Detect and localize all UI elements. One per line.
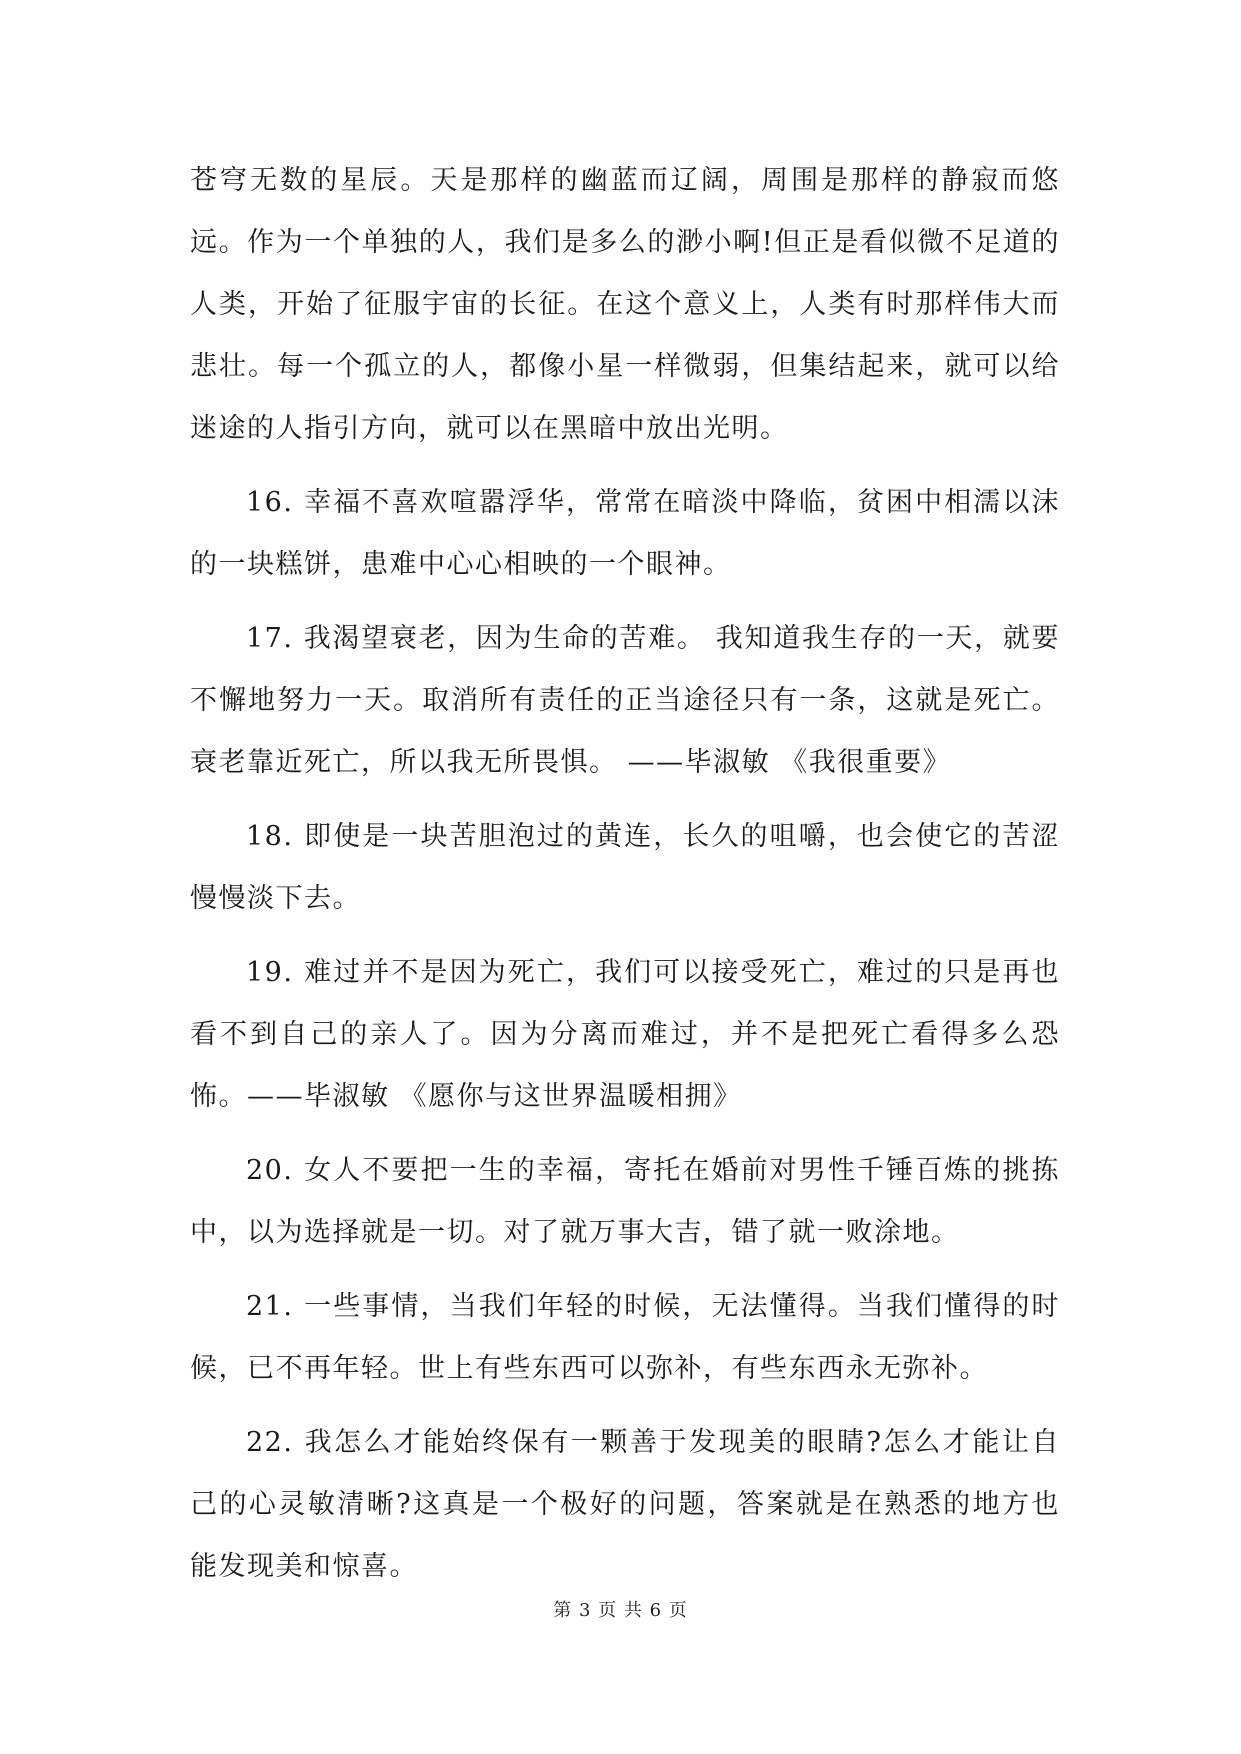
paragraph-20: 20. 女人不要把一生的幸福，寄托在婚前对男性千锤百炼的挑拣中，以为选择就是一切。对了就万事大吉，错了就一败涂地。 xyxy=(190,1155,1060,1248)
document-body xyxy=(190,150,1060,1610)
paragraph-16: 16. 幸福不喜欢喧嚣浮华，常常在暗淡中降临，贫困中相濡以沫的一块糕饼，患难中心心相映的一个眼神。 xyxy=(190,487,1060,580)
page-number-footer: 第 3 页 共 6 页 xyxy=(553,1600,688,1621)
paragraph-22: 22. 我怎么才能始终保有一颗善于发现美的眼睛?怎么才能让自己的心灵敏清晰?这真是一个极好的问题，答案就是在熟悉的地方也能发现美和惊喜。 xyxy=(190,1427,1060,1582)
paragraph-18: 18. 即使是一块苦胆泡过的黄连，长久的咀嚼，也会使它的苦涩慢慢淡下去。 xyxy=(190,821,1060,914)
paragraph-21: 21. 一些事情，当我们年轻的时候，无法懂得。当我们懂得的时候，已不再年轻。世上有些东西可以弥补，有些东西永无弥补。 xyxy=(190,1291,1060,1384)
paragraph-continuation: 苍穹无数的星辰。天是那样的幽蓝而辽阔，周围是那样的静寂而悠远。作为一个单独的人，我们是多么的渺小啊!但正是看似微不足道的人类，开始了征服宇宙的长征。在这个意义上，人类有时那样伟大而悲壮。每一个孤立的人，都像小星一样微弱，但集结起来，就可以给迷途的人指引方向，就可以在黑暗中放出光明。 xyxy=(190,165,1060,444)
paragraph-19: 19. 难过并不是因为死亡，我们可以接受死亡，难过的只是再也看不到自己的亲人了。因为分离而难过，并不是把死亡看得多么恐怖。——毕淑敏 《愿你与这世界温暖相拥》 xyxy=(190,957,1060,1112)
paragraph-17: 17. 我渴望衰老，因为生命的苦难。 我知道我生存的一天，就要不懈地努力一天。取消所有责任的正当途径只有一条，这就是死亡。衰老靠近死亡，所以我无所畏惧。 ——毕淑敏 《我很重要》 xyxy=(190,623,1060,778)
